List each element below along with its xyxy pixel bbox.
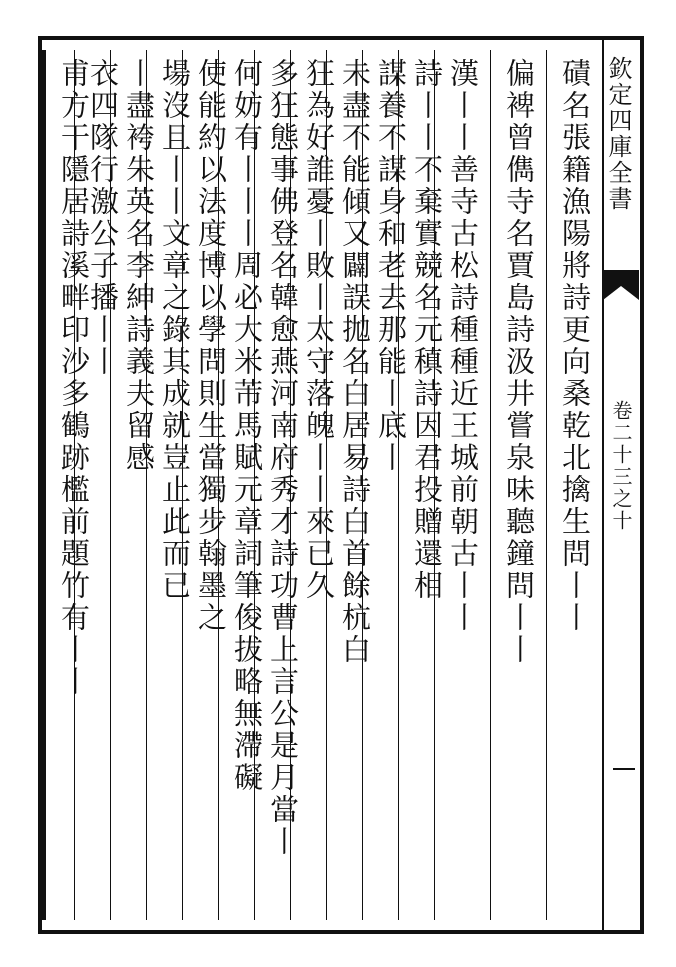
column-text: 甫方干隱居詩溪畔印沙多鶴跡檻前題竹有丨丨: [57, 58, 91, 698]
column-text: 場沒且丨丨文章之錄其成就豈止此而已: [158, 58, 192, 602]
column-text: 多狂態事佛登名韓愈燕河南府秀才詩功曹上言公是月當丨: [266, 58, 300, 858]
column-text: 謀養不謀身和老去那能丨底丨: [374, 58, 408, 474]
column-text: 磧名張籍漁陽將詩更向桑乾北擒生問丨丨: [558, 58, 592, 634]
column-text: 衣四隊行激公子播丨丨: [86, 58, 120, 378]
column-text: 使能約以法度博以學問則生當獨步翰墨之: [194, 58, 228, 634]
text-column: [490, 50, 546, 920]
text-column: [42, 50, 98, 920]
column-text: 丨盡袴朱英名李紳詩義夫留感: [122, 58, 156, 474]
column-text: 偏裨曾儁寺名賈島詩汲井嘗泉味聽鐘問丨丨: [502, 58, 536, 666]
margin-title: 欽定四庫全書: [604, 56, 632, 212]
column-text: 漢丨丨善寺古松詩種種近王城前朝古丨丨: [446, 58, 480, 634]
column-text: 未盡不能傾又闢誤拋名白居易詩白首餘杭白: [338, 58, 372, 666]
margin-tick: [613, 768, 635, 770]
text-column: [546, 50, 602, 920]
fishtail-mark: [603, 270, 639, 300]
column-text: 詩丨丨不棄實競名元稹詩因君投贈還相: [410, 58, 444, 602]
margin-juan: 卷二十三之十: [609, 400, 633, 532]
column-text: 狂為好誰憂丨敗丨太守落魄丨丨來已久: [302, 58, 336, 602]
column-text: 何妨有丨丨丨周必大米芾馬賦元章詞筆俊拔略無滯礙: [230, 58, 264, 794]
